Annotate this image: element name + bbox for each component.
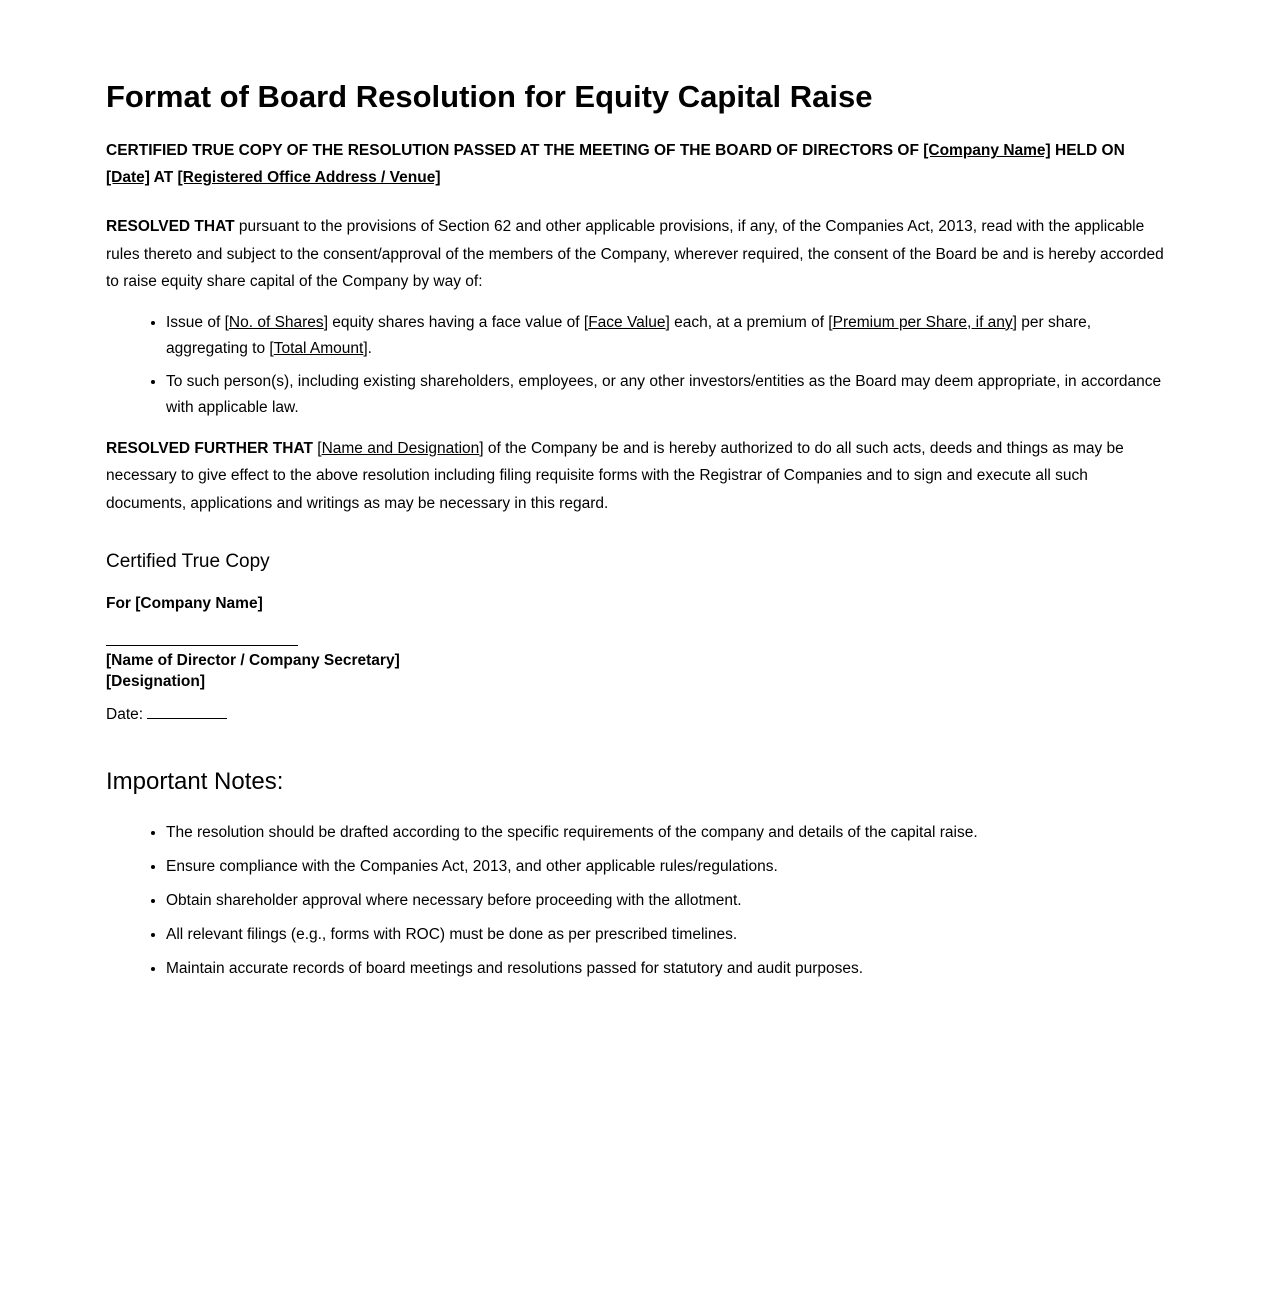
- header-at: AT: [149, 169, 178, 187]
- date-label: Date:: [106, 706, 148, 724]
- header-company-name: [Company Name]: [923, 142, 1051, 160]
- certified-header: [106, 137, 1172, 191]
- premium-placeholder: Premium per Share, if any: [832, 313, 1013, 331]
- bullet-text: ] each, at a premium of [: [665, 313, 833, 331]
- signature-block: [106, 650, 1172, 692]
- signatory-name: [Name of Director / Company Secretary]: [106, 652, 400, 670]
- name-designation-placeholder: Name and Designation: [321, 439, 480, 457]
- header-date: [Date]: [106, 169, 150, 187]
- bullet-text: Issue of [: [166, 313, 229, 331]
- list-item: • Maintain accurate records of board meetings and resolutions passed for statutory and audit purposes.: [166, 956, 1172, 982]
- no-of-shares-placeholder: No. of Shares: [228, 313, 324, 331]
- resolution-further-text: ] of the Company be and is hereby authorized to do all such acts, deeds and things as may be necessary to give effect to the above resolution including filing requisite forms with the Registrar of Companies and to sign and execute all such documents, applications and writings as may be necessary in this regard.: [106, 439, 1124, 512]
- list-item: • The resolution should be drafted according to the specific requirements of the company and details of the capital raise.: [166, 820, 1172, 846]
- bullet-text: ].: [363, 339, 372, 357]
- resolved-further-label: RESOLVED FURTHER THAT: [106, 439, 313, 457]
- page-title: Format of Board Resolution for Equity Capital Raise: [106, 79, 873, 114]
- date-line: [106, 704, 1172, 724]
- bullet-text: ] equity shares having a face value of [: [323, 313, 589, 331]
- signatory-designation: [Designation]: [106, 673, 206, 691]
- notes-list: [106, 820, 1172, 982]
- header-prefix: CERTIFIED TRUE COPY OF THE RESOLUTION PASSED AT THE MEETING OF THE BOARD OF DIRECTORS OF: [106, 142, 924, 160]
- date-blank: [147, 704, 227, 719]
- resolution-paragraph: [106, 213, 1172, 296]
- resolution-further-paragraph: [106, 435, 1172, 518]
- important-notes-heading: Important Notes:: [106, 768, 284, 796]
- resolution-further-text: [: [312, 439, 322, 457]
- for-company-label: For [Company Name]: [106, 595, 263, 613]
- bullet-text: ] per share, aggregating to [: [166, 313, 1092, 357]
- face-value-placeholder: Face Value: [588, 313, 666, 331]
- list-item: • All relevant filings (e.g., forms with ROC) must be done as per prescribed timelines.: [166, 922, 1172, 948]
- resolved-that-label: RESOLVED THAT: [106, 218, 235, 236]
- resolution-text: pursuant to the provisions of Section 62 and other applicable provisions, if any, of the Companies Act, 2013, read with the applicable rules thereto and subject to the consent/approval of the members of the Company, wherever required, the consent of the Board be and is hereby accorded to raise equity share capital of the Company by way of:: [106, 218, 1164, 291]
- header-venue: [Registered Office Address / Venue]: [177, 169, 441, 187]
- certified-true-copy-heading: Certified True Copy: [106, 551, 270, 573]
- resolution-bullets: [106, 310, 1172, 421]
- list-item: • Obtain shareholder approval where necessary before proceeding with the allotment.: [166, 888, 1172, 914]
- header-held-on: HELD ON: [1050, 142, 1125, 160]
- list-item: • Ensure compliance with the Companies Act, 2013, and other applicable rules/regulations.: [166, 854, 1172, 880]
- signature-line: [106, 625, 298, 646]
- list-item: [166, 310, 1172, 362]
- total-amount-placeholder: Total Amount: [273, 339, 364, 357]
- list-item: • To such person(s), including existing shareholders, employees, or any other investors/entities as the Board may deem appropriate, in accordance with applicable law.: [166, 369, 1172, 421]
